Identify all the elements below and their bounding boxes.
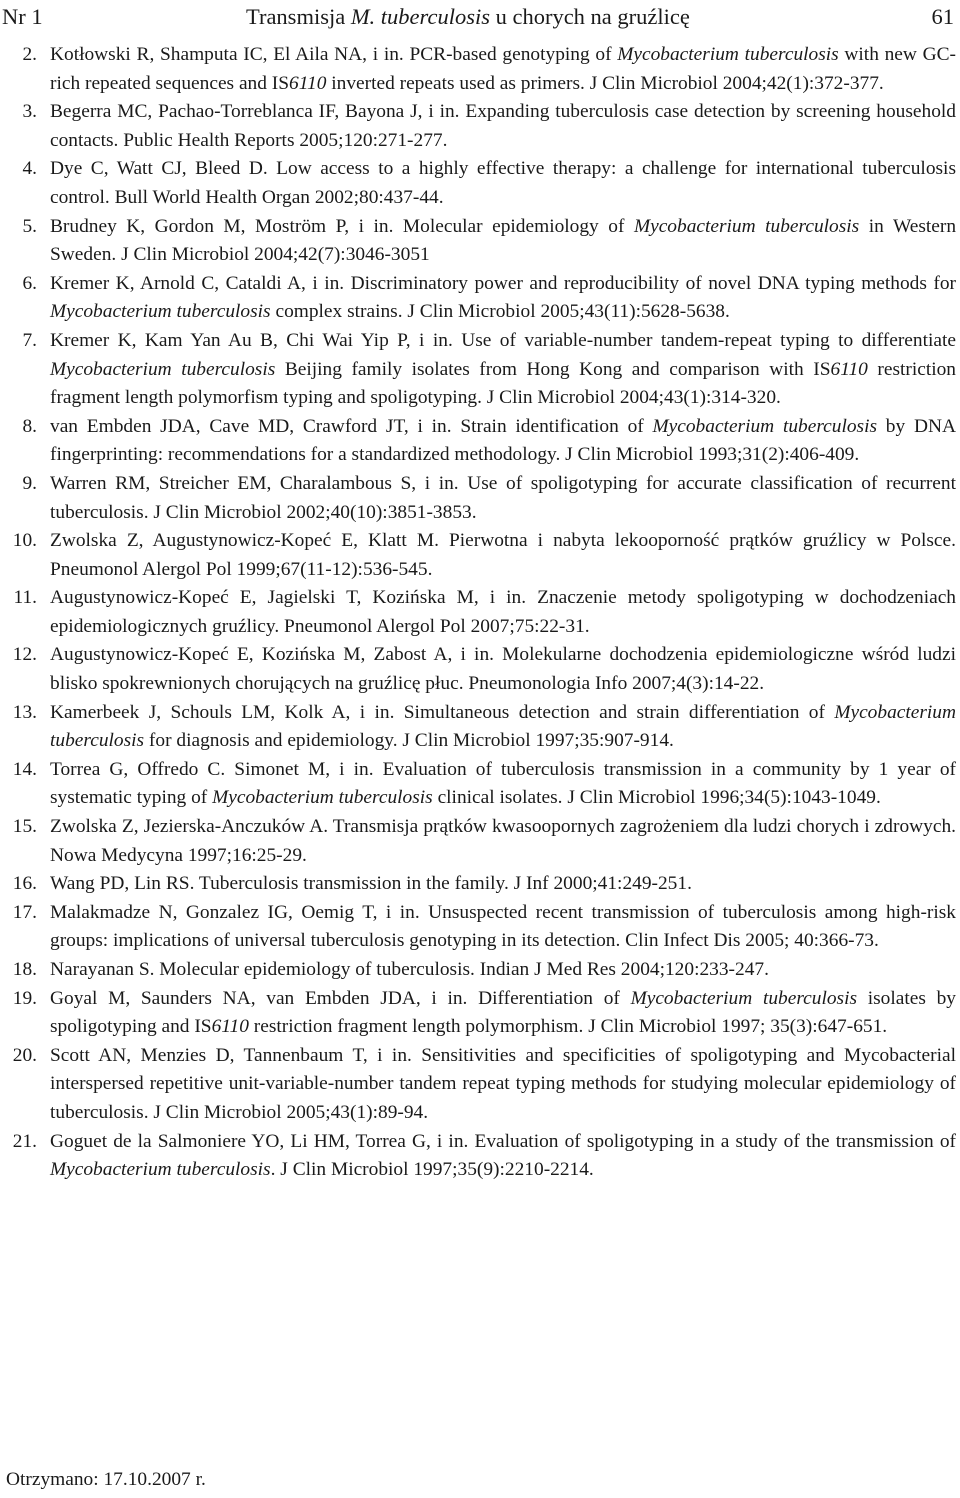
page-number: 61 <box>931 4 954 29</box>
reference-number: 9. <box>22 472 37 494</box>
reference-item <box>0 756 960 813</box>
reference-number: 10. <box>12 530 37 552</box>
reference-segment: Zwolska Z, Augustynowicz-Kopeć E, Klatt M. Pierwotna i nabyta lekooporność prątków gruźlicy w Polsce. Pneumonol Alergol Pol 1999;67(11-12):536-545. <box>50 530 956 580</box>
reference-italic-term: Mycobacterium tuberculosis <box>50 301 271 323</box>
reference-number: 20. <box>12 1044 37 1066</box>
reference-number: 2. <box>22 44 37 65</box>
running-title-organism: M. tuberculosis <box>350 4 490 29</box>
running-title-suffix: u chorych na gruźlicę <box>489 4 690 29</box>
reference-number: 4. <box>22 158 37 180</box>
reference-segment: Dye C, Watt CJ, Bleed D. Low access to a highly effective therapy: a challenge for international tuberculosis control. Bull World Health Organ 2002;80:437-44. <box>50 158 956 208</box>
reference-text <box>50 413 956 470</box>
reference-number: 5. <box>22 215 37 237</box>
reference-segment: by DNA fingerprinting: recommendations for a standardized methodology. J Clin Microbiol 1993;31(2):406-409. <box>50 415 956 466</box>
reference-number: 11. <box>13 587 37 609</box>
reference-number: 8. <box>22 415 37 437</box>
reference-segment: Goyal M, Saunders NA, van Embden JDA, i in. Differentiation of <box>50 987 631 1009</box>
reference-segment: Begerra MC, Pachao-Torreblanca IF, Bayona J, i in. Expanding tuberculosis case detection by screening household contacts. Public Health Reports 2005;120:271-277. <box>50 101 956 151</box>
reference-segment: Kremer K, Kam Yan Au B, Chi Wai Yip P, i in. Use of variable-number tandem-repeat typing to differentiate <box>50 329 956 351</box>
reference-text <box>50 641 956 698</box>
reference-number: 14. <box>12 758 37 780</box>
reference-list <box>0 41 960 1185</box>
reference-item <box>0 813 960 870</box>
reference-segment: Goguet de la Salmoniere YO, Li HM, Torrea G, i in. Evaluation of spoligotyping in a study of the transmission of <box>50 1130 956 1152</box>
reference-text <box>50 98 956 155</box>
reference-item <box>0 1128 960 1185</box>
reference-italic-term: 6110 <box>830 358 868 380</box>
reference-segment: . J Clin Microbiol 1997;35(9):2210-2214. <box>270 1159 594 1181</box>
reference-text <box>50 1128 956 1185</box>
reference-item <box>0 41 960 98</box>
reference-segment: restriction fragment length polymorphism. J Clin Microbiol 1997; 35(3):647-651. <box>248 1016 888 1038</box>
reference-number: 6. <box>22 272 37 294</box>
reference-segment: Wang PD, Lin RS. Tuberculosis transmission in the family. J Inf 2000;41:249-251. <box>50 873 692 895</box>
reference-text <box>50 1042 956 1128</box>
reference-segment: restriction fragment length polymorfism typing and spoligotyping. J Clin Microbiol 2004;43(1):314-320. <box>50 358 957 409</box>
reference-segment: Malakmadze N, Gonzalez IG, Oemig T, i in. Unsuspected recent transmission of tuberculosis among high-risk groups: implications of universal tuberculosis genotyping in its detection. Clin Infect Dis 2005; 40:366-73. <box>50 901 956 952</box>
reference-segment: Brudney K, Gordon M, Moström P, i in. Molecular epidemiology of <box>50 215 634 237</box>
reference-segment: Scott AN, Menzies D, Tannenbaum T, i in. Sensitivities and specificities of spoligotyping and Mycobacterial interspersed repetitive unit-variable-number tandem repeat typing methods for studying molecular epidemiology of tuberculosis. J Clin Microbiol 2005;43(1):89-94. <box>50 1044 956 1123</box>
reference-item <box>0 470 960 527</box>
reference-segment: for diagnosis and epidemiology. J Clin Microbiol 1997;35:907-914. <box>144 730 674 752</box>
reference-italic-term: 6110 <box>211 1016 249 1038</box>
reference-item <box>0 327 960 413</box>
reference-italic-term: Mycobacterium tuberculosis <box>617 44 839 65</box>
running-title <box>246 0 690 34</box>
reference-segment: Kotłowski R, Shamputa IC, El Aila NA, i in. PCR-based genotyping of <box>50 44 618 65</box>
reference-text <box>50 756 956 813</box>
reference-italic-term: Mycobacterium tuberculosis <box>630 987 858 1009</box>
reference-text <box>50 155 956 212</box>
reference-segment: with new GC-rich repeated sequences and IS <box>50 44 956 94</box>
reference-number: 19. <box>12 987 37 1009</box>
reference-segment: van Embden JDA, Cave MD, Crawford JT, i in. Strain identification of <box>50 415 653 437</box>
reference-segment: Kremer K, Arnold C, Cataldi A, i in. Discriminatory power and reproducibility of novel DNA typing methods for <box>50 272 956 294</box>
reference-number: 7. <box>22 329 37 351</box>
reference-segment: clinical isolates. J Clin Microbiol 1996;34(5):1043-1049. <box>432 787 881 809</box>
reference-segment: Zwolska Z, Jezierska-Anczuków A. Transmisja prątków kwasoopornych zagrożeniem dla ludzi chorych i zdrowych. Nowa Medycyna 1997;16:25-29. <box>50 816 956 866</box>
reference-italic-term: Mycobacterium tuberculosis <box>50 1159 271 1181</box>
received-date: Otrzymano: 17.10.2007 r. <box>6 1469 206 1490</box>
reference-text <box>50 327 956 413</box>
reference-item <box>0 956 960 985</box>
reference-item <box>0 899 960 956</box>
reference-item <box>0 98 960 155</box>
reference-segment: Augustynowicz-Kopeć E, Kozińska M, Zabost A, i in. Molekularne dochodzenia epidemiologiczne wśród ludzi blisko spokrewnionych chorujących na gruźlicę płuc. Pneumonologia Info 2007;4(3):14-22. <box>50 644 956 695</box>
reference-item <box>0 641 960 698</box>
reference-number: 17. <box>12 901 37 923</box>
reference-italic-term: 6110 <box>289 72 327 94</box>
reference-number: 16. <box>12 873 37 895</box>
reference-text <box>50 41 956 98</box>
reference-text <box>50 899 956 956</box>
reference-text <box>50 213 956 270</box>
reference-segment: isolates by spoligotyping and IS <box>50 987 956 1038</box>
reference-text <box>50 699 956 756</box>
reference-segment: in Western Sweden. J Clin Microbiol 2004;42(7):3046-3051 <box>50 215 957 266</box>
reference-text <box>50 985 956 1042</box>
reference-text <box>50 584 956 641</box>
reference-text <box>50 270 956 327</box>
reference-segment: complex strains. J Clin Microbiol 2005;43(11):5628-5638. <box>270 301 730 323</box>
reference-number: 13. <box>12 701 37 723</box>
reference-segment: Torrea G, Offredo C. Simonet M, i in. Evaluation of tuberculosis transmission in a community by 1 year of systematic typing of <box>50 758 956 809</box>
reference-number: 15. <box>12 816 37 838</box>
reference-item <box>0 699 960 756</box>
reference-text <box>50 813 956 870</box>
reference-item <box>0 584 960 641</box>
reference-segment: inverted repeats used as primers. J Clin Microbiol 2004;42(1):372-377. <box>326 72 884 94</box>
reference-segment: Beijing family isolates from Hong Kong and comparison with IS <box>275 358 831 380</box>
reference-italic-term: Mycobacterium tuberculosis <box>652 415 878 437</box>
reference-segment: Warren RM, Streicher EM, Charalambous S, i in. Use of spoligotyping for accurate classification of recurrent tuberculosis. J Clin Microbiol 2002;40(10):3851-3853. <box>50 472 956 523</box>
reference-item <box>0 870 960 899</box>
running-title-prefix: Transmisja <box>246 4 351 29</box>
running-head <box>0 0 960 34</box>
issue-number: Nr 1 <box>2 4 43 29</box>
reference-italic-term: Mycobacterium tuberculosis <box>212 787 433 809</box>
reference-italic-term: Mycobacterium tuberculosis <box>50 701 956 752</box>
reference-number: 12. <box>12 644 37 666</box>
reference-item <box>0 270 960 327</box>
reference-text <box>50 956 956 985</box>
reference-number: 3. <box>22 101 37 123</box>
reference-number: 21. <box>12 1130 37 1152</box>
reference-item <box>0 155 960 212</box>
reference-text <box>50 527 956 584</box>
reference-text <box>50 870 956 899</box>
reference-italic-term: Mycobacterium tuberculosis <box>633 215 860 237</box>
reference-item <box>0 985 960 1042</box>
reference-number: 18. <box>12 959 37 980</box>
reference-segment: Narayanan S. Molecular epidemiology of tuberculosis. Indian J Med Res 2004;120:233-247. <box>50 959 769 980</box>
reference-item <box>0 527 960 584</box>
reference-segment: Kamerbeek J, Schouls LM, Kolk A, i in. Simultaneous detection and strain differentiation of <box>50 701 835 723</box>
reference-segment: Augustynowicz-Kopeć E, Jagielski T, Kozińska M, i in. Znaczenie metody spoligotyping w dochodzeniach epidemiologicznych gruźlicy. Pneumonol Alergol Pol 2007;75:22-31. <box>50 587 956 637</box>
reference-item <box>0 413 960 470</box>
reference-text <box>50 470 956 527</box>
reference-item <box>0 213 960 270</box>
reference-item <box>0 1042 960 1128</box>
reference-italic-term: Mycobacterium tuberculosis <box>50 358 276 380</box>
